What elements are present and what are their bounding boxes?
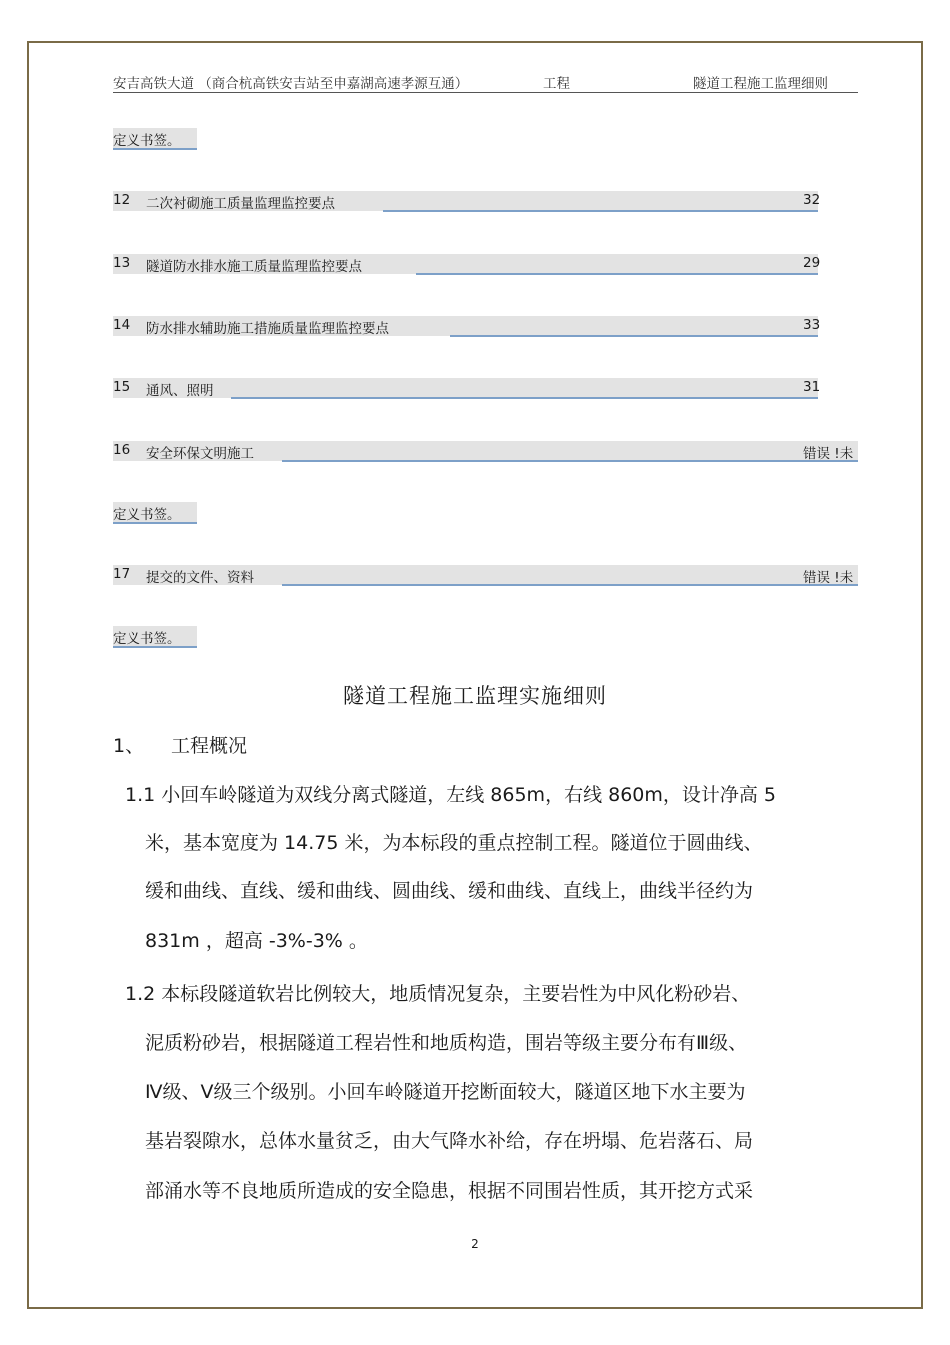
paragraph-line: 泥质粉砂岩，根据隧道工程岩性和地质构造，围岩等级主要分布有Ⅲ级、	[145, 1032, 748, 1054]
paragraph-line: 缓和曲线、直线、缓和曲线、圆曲线、缓和曲线、直线上，曲线半径约为	[145, 880, 754, 902]
paragraph-line: 1.2 本标段隧道软岩比例较大，地质情况复杂，主要岩性为中风化粉砂岩、	[125, 983, 751, 1005]
section-title: 工程概况	[171, 735, 248, 757]
toc-entry-page: 错误 !未	[803, 446, 854, 462]
toc-continuation[interactable]: 定义书签。	[113, 626, 197, 648]
section-number: 1、	[113, 735, 145, 757]
toc-entry-page: 33	[803, 317, 821, 333]
toc-entry-16[interactable]	[113, 441, 858, 461]
toc-entry-title: 二次衬砌施工质量监理监控要点	[146, 196, 335, 212]
toc-entry-title: 提交的文件、资料	[146, 570, 254, 586]
toc-entry-page: 29	[803, 255, 821, 271]
toc-entry-number: 13	[113, 255, 131, 271]
toc-entry-number: 15	[113, 379, 131, 395]
toc-entry-13[interactable]	[113, 254, 821, 275]
toc-entry-title: 通风、照明	[146, 383, 214, 399]
document-title: 隧道工程施工监理实施细则	[343, 684, 607, 708]
toc-entry-page: 31	[803, 379, 821, 395]
toc-entry-page: 错误 !未	[803, 570, 854, 586]
toc-continuation[interactable]: 定义书签。	[113, 502, 197, 524]
page-header	[113, 70, 858, 93]
toc-entry-title: 安全环保文明施工	[146, 446, 254, 462]
toc-entry-number: 12	[113, 192, 131, 208]
toc-entry-number: 16	[113, 442, 131, 458]
paragraph-line: 米，基本宽度为 14.75 米，为本标段的重点控制工程。隧道位于圆曲线、	[145, 832, 763, 854]
page-number: 2	[471, 1237, 479, 1251]
toc-entry-page: 32	[803, 192, 821, 208]
paragraph-line: 基岩裂隙水，总体水量贫乏，由大气降水补给，存在坍塌、危岩落石、局	[145, 1130, 754, 1152]
toc-continuation[interactable]: 定义书签。	[113, 128, 197, 150]
paragraph-line: 部涌水等不良地质所造成的安全隐患，根据不同围岩性质，其开挖方式采	[145, 1180, 754, 1202]
header-project: 安吉高铁大道 （商合杭高铁安吉站至申嘉湖高速孝源互通）	[113, 76, 469, 92]
toc-entry-17[interactable]	[113, 565, 858, 585]
toc-entry-title: 隧道防水排水施工质量监理监控要点	[146, 259, 362, 275]
paragraph-line: 1.1 小回车岭隧道为双线分离式隧道，左线 865m，右线 860m，设计净高 5	[125, 784, 777, 806]
toc-entry-14[interactable]	[113, 316, 821, 337]
toc-entry-12[interactable]	[113, 191, 821, 212]
toc-entry-15[interactable]	[113, 378, 821, 399]
paragraph-line: 831m ，超高 -3%-3% 。	[145, 930, 368, 952]
toc-entry-title: 防水排水辅助施工措施质量监理监控要点	[146, 321, 389, 337]
header-work: 工程	[543, 76, 570, 92]
header-doc-name: 隧道工程施工监理细则	[693, 76, 828, 92]
toc-entry-number: 14	[113, 317, 131, 333]
toc-entry-number: 17	[113, 566, 131, 582]
paragraph-line: Ⅳ级、Ⅴ级三个级别。小回车岭隧道开挖断面较大，隧道区地下水主要为	[145, 1081, 746, 1103]
